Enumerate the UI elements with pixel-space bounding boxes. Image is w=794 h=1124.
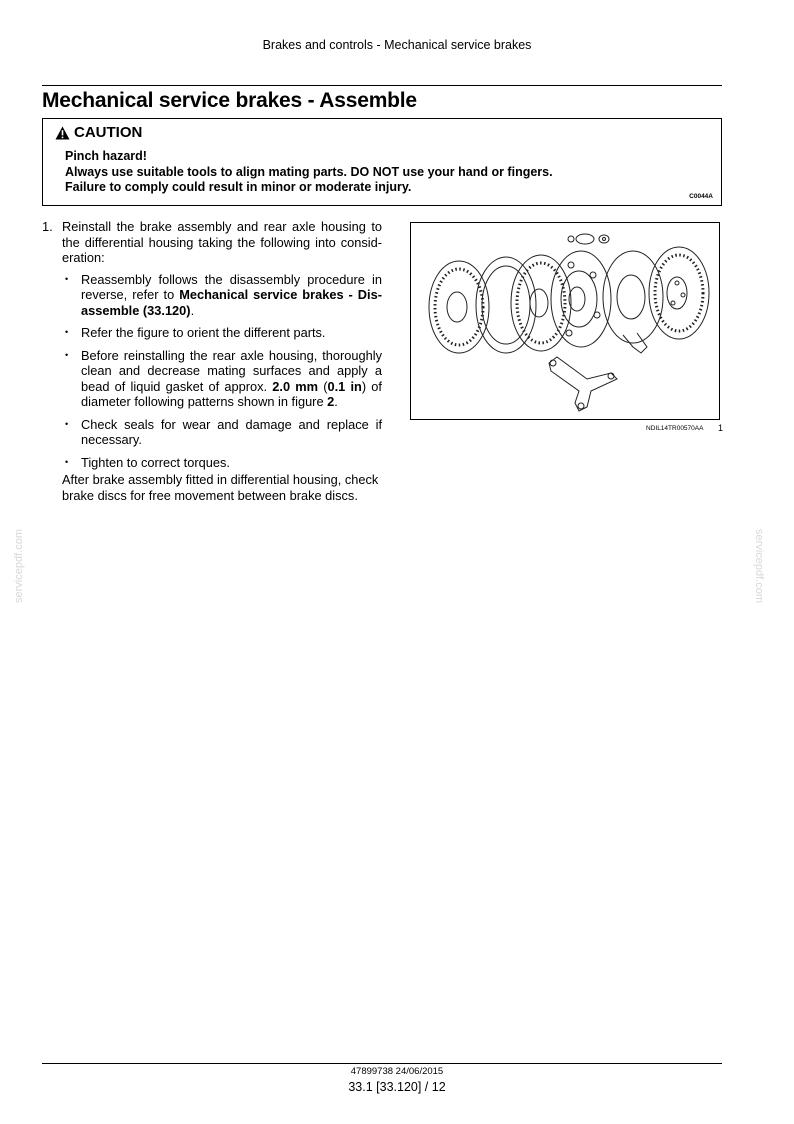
bullet-item bbox=[62, 455, 382, 471]
caution-box bbox=[42, 118, 722, 206]
bullet-item bbox=[62, 272, 382, 319]
footer-doc-ref: 47899738 24/06/2015 bbox=[350, 1066, 444, 1077]
page-title: Mechanical service brakes - Assemble bbox=[42, 89, 417, 112]
text-run: ) of diameter following patterns shown in figure bbox=[81, 378, 382, 409]
figure-1 bbox=[410, 222, 720, 420]
bullet-text: Check seals for wear and damage and replace if necessary. bbox=[81, 416, 382, 447]
bullet-icon: • bbox=[65, 456, 69, 467]
watermark-right: servicepdf.com bbox=[752, 529, 765, 603]
brake-assembly-illustration bbox=[411, 223, 719, 419]
procedure bbox=[42, 219, 382, 503]
bullet-text: Tighten to correct torques. bbox=[81, 454, 230, 470]
step-1 bbox=[42, 219, 382, 266]
caution-code: C0044A bbox=[689, 193, 713, 200]
bullet-item bbox=[62, 417, 382, 448]
text-run: ( bbox=[318, 378, 328, 394]
figure-reference: 2 bbox=[327, 394, 335, 409]
header-rule bbox=[42, 85, 722, 86]
warning-triangle-icon bbox=[55, 126, 70, 140]
measure-imperial: 0.1 in bbox=[327, 378, 362, 394]
bullet-item bbox=[62, 325, 382, 341]
bullet-item bbox=[62, 348, 382, 410]
figure-number: 1 bbox=[718, 423, 724, 433]
bullet-text: Refer the figure to orient the different parts. bbox=[81, 325, 326, 340]
step-bullet-list bbox=[42, 272, 382, 471]
step-text: Reinstall the brake assembly and rear axle housing to the differential housing taking the following into consid-eration: bbox=[62, 219, 382, 265]
text-run: . bbox=[334, 394, 338, 409]
bullet-icon: • bbox=[65, 349, 69, 360]
footer-rule bbox=[42, 1063, 722, 1064]
caution-line: Pinch hazard! bbox=[65, 149, 147, 163]
measure-metric: 2.0 mm bbox=[272, 378, 319, 394]
caution-line: Failure to comply could result in minor or moderate injury. bbox=[65, 180, 412, 194]
text-run: Reassembly follows the disassembly procedure in reverse, refer to bbox=[81, 271, 382, 302]
bullet-icon: • bbox=[65, 418, 69, 429]
step-number: 1. bbox=[42, 219, 53, 234]
bullet-text bbox=[81, 348, 382, 410]
running-header: Brakes and controls - Mechanical service brakes bbox=[262, 38, 532, 52]
cross-reference-link[interactable]: Mechanical service brakes - Dis-assemble (33.120) bbox=[81, 287, 382, 318]
text-run: . bbox=[190, 302, 195, 318]
caution-text bbox=[65, 149, 553, 196]
caution-label: CAUTION bbox=[74, 124, 143, 141]
footer-page-number: 33.1 [33.120] / 12 bbox=[348, 1080, 446, 1094]
after-text: After brake assembly fitted in differential housing, check brake discs for free movement between brake discs. bbox=[62, 472, 379, 503]
bullet-icon: • bbox=[65, 273, 69, 284]
figure-reference-code: NDIL14TR00570AA bbox=[646, 425, 704, 432]
caution-line: Always use suitable tools to align mating parts. DO NOT use your hand or fingers. bbox=[65, 164, 553, 179]
text-run: Before reinstalling the rear axle housing, thoroughly clean and decrease mating surfaces and apply a bead of liquid gasket of approx. bbox=[81, 347, 382, 394]
bullet-icon: • bbox=[65, 327, 69, 337]
watermark-left: servicepdf.com bbox=[12, 529, 25, 603]
caution-heading bbox=[55, 124, 142, 141]
bullet-text bbox=[81, 272, 382, 319]
